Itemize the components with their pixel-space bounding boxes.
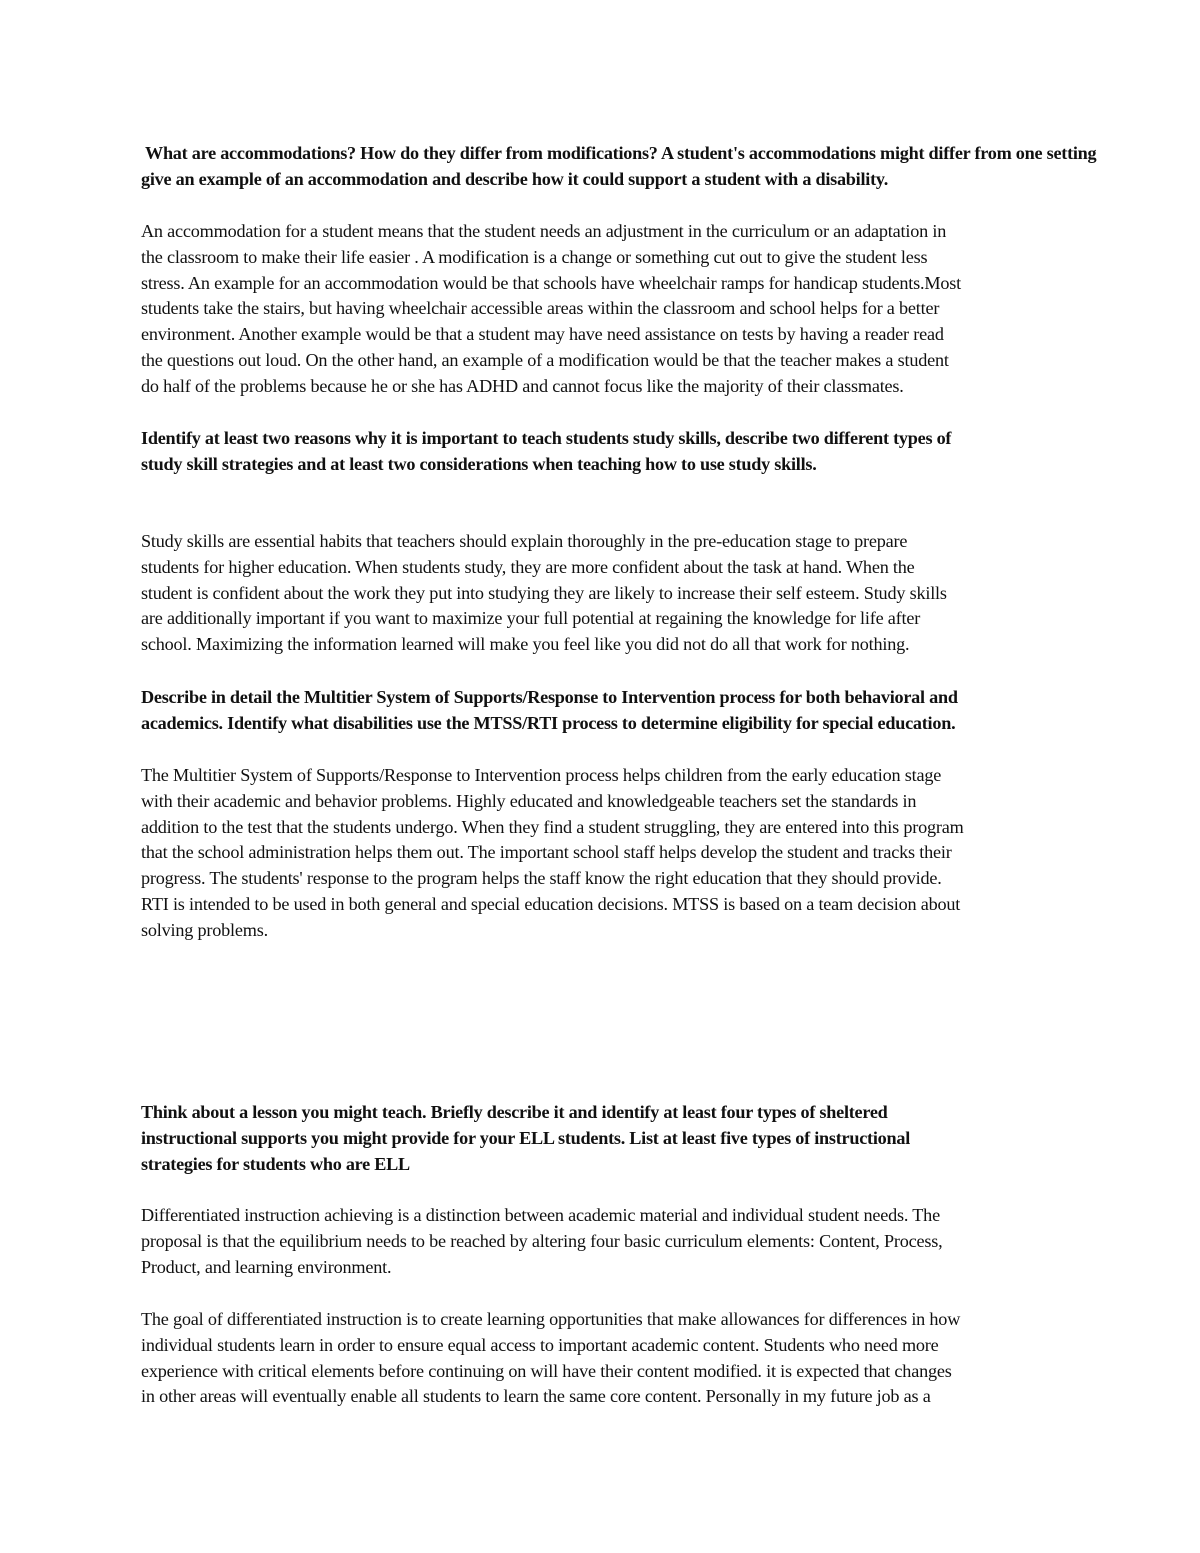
answer-1-line: environment. Another example would be that a student may have need assistance on tests by having a reader read	[141, 324, 944, 345]
answer-4-line: proposal is that the equilibrium needs to be reached by altering four basic curriculum elements: Content, Process,	[141, 1230, 943, 1251]
answer-2-line: students for higher education. When students study, they are more confident about the task at hand. When the	[141, 556, 915, 577]
question-2-line: study skill strategies and at least two considerations when teaching how to use study skills.	[141, 453, 817, 474]
answer-1-line: the questions out loud. On the other hand, an example of a modification would be that the teacher makes a student	[141, 349, 949, 370]
question-4-line: strategies for students who are ELL	[141, 1153, 410, 1174]
question-4-line: instructional supports you might provide for your ELL students. List at least five types of instructional	[141, 1127, 911, 1148]
answer-4-line: Differentiated instruction achieving is a distinction between academic material and individual student needs. The	[141, 1205, 940, 1225]
answer-1-line: stress. An example for an accommodation would be that schools have wheelchair ramps for handicap students.Most	[141, 272, 961, 293]
answer-4-line: individual students learn in order to ensure equal access to important academic content. Students who need more	[141, 1334, 939, 1355]
answer-4-paragraph-1	[141, 1203, 1200, 1280]
answer-3-line: progress. The students' response to the program helps the staff know the right education that they should provide.	[141, 868, 942, 889]
answer-4-line: experience with critical elements before continuing on will have their content modified. it is expected that changes	[141, 1360, 952, 1381]
question-3-line: academics. Identify what disabilities use the MTSS/RTI process to determine eligibility for special education.	[141, 712, 956, 733]
answer-3-line: that the school administration helps them out. The important school staff helps develop the student and tracks their	[141, 842, 952, 863]
question-4	[141, 1100, 1200, 1177]
question-3-line: Describe in detail the Multitier System of Supports/Response to Intervention process for both behavioral and	[141, 687, 958, 707]
answer-1-line: the classroom to make their life easier . A modification is a change or something cut out to give the student less	[141, 246, 928, 267]
answer-2-line: student is confident about the work they put into studying they are likely to increase their self esteem. Study skills	[141, 582, 947, 603]
question-1	[145, 141, 1200, 167]
question-3	[141, 685, 1200, 737]
answer-4-line: in other areas will eventually enable all students to learn the same core content. Personally in my future job as a	[141, 1386, 931, 1407]
answer-2-line: are additionally important if you want to maximize your full potential at regaining the knowledge for life after	[141, 608, 921, 629]
answer-3-line: addition to the test that the students undergo. When they find a student struggling, they are entered into this program	[141, 816, 964, 837]
question-1-line: give an example of an accommodation and describe how it could support a student with a disability.	[141, 169, 889, 189]
answer-3-line: with their academic and behavior problems. Highly educated and knowledgeable teachers set the standards in	[141, 790, 917, 811]
answer-4-line: Product, and learning environment.	[141, 1256, 392, 1277]
question-1-continued	[141, 167, 1200, 193]
question-4-line: Think about a lesson you might teach. Briefly describe it and identify at least four types of sheltered	[141, 1102, 888, 1122]
answer-1-line: An accommodation for a student means that the student needs an adjustment in the curriculum or an adaptation in	[141, 221, 947, 241]
answer-4-paragraph-2	[141, 1307, 1200, 1410]
answer-1	[141, 219, 1200, 400]
question-2	[141, 426, 1200, 478]
answer-2-line: Study skills are essential habits that teachers should explain thoroughly in the pre-education stage to prepare	[141, 531, 908, 551]
answer-2	[141, 529, 1200, 658]
answer-3-line: RTI is intended to be used in both general and special education decisions. MTSS is based on a team decision about	[141, 893, 961, 914]
question-1-line: What are accommodations? How do they differ from modifications? A student's accommodations might differ from one setting	[145, 143, 1097, 163]
answer-1-line: do half of the problems because he or she has ADHD and cannot focus like the majority of their classmates.	[141, 375, 904, 396]
answer-1-line: students take the stairs, but having wheelchair accessible areas within the classroom and school helps for a better	[141, 298, 940, 319]
answer-3-line: The Multitier System of Supports/Response to Intervention process helps children from the early education stage	[141, 765, 942, 785]
answer-4-line: The goal of differentiated instruction is to create learning opportunities that make allowances for differences in how	[141, 1309, 961, 1329]
question-2-line: Identify at least two reasons why it is important to teach students study skills, describe two different types of	[141, 428, 952, 448]
answer-3-line: solving problems.	[141, 919, 268, 940]
answer-3	[141, 763, 1200, 944]
answer-2-line: school. Maximizing the information learned will make you feel like you did not do all that work for nothing.	[141, 634, 910, 655]
